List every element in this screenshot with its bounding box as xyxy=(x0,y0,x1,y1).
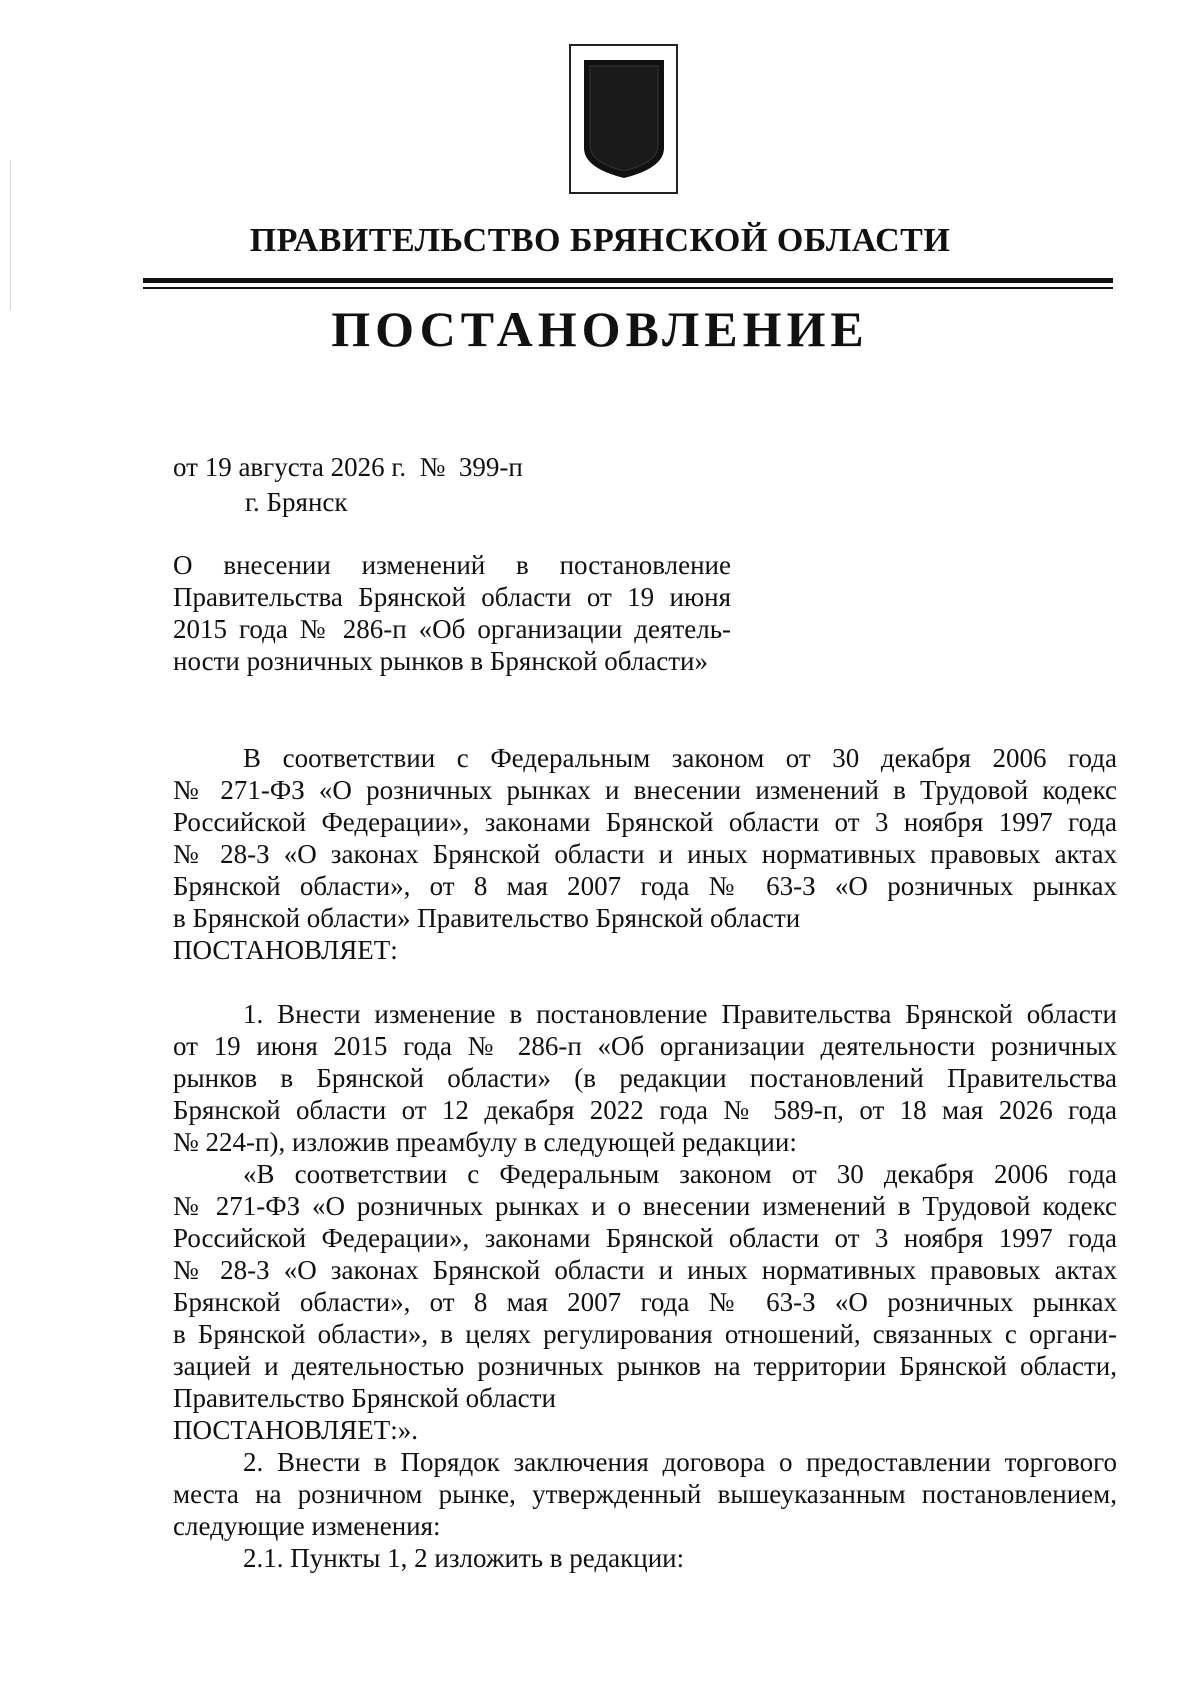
subject-line: 2015 года № 286-п «Об организации деятель- xyxy=(173,614,731,644)
item-1-line: рынков в Брянской области» (в редакции постановлений Правительства xyxy=(173,1063,1117,1093)
header-rule-thin xyxy=(143,287,1113,289)
item-1-line: № 224-п), изложив преамбулу в следующей редакции: xyxy=(173,1127,797,1157)
subject-line: ности розничных рынков в Брянской области» xyxy=(173,646,708,676)
quote-line: зацией и деятельностью розничных рынков на территории Брянской области, xyxy=(173,1351,1117,1381)
quote-line: «В соответствии с Федеральным законом от 30 декабря 2006 года xyxy=(243,1159,1117,1189)
document-type-title: ПОСТАНОВЛЕНИЕ xyxy=(331,301,869,357)
preamble-line: в Брянской области» Правительство Брянской области xyxy=(173,903,801,933)
preamble-resolves: ПОСТАНОВЛЯЕТ: xyxy=(173,935,398,965)
document-subject xyxy=(173,549,731,677)
preamble-line: Брянской области», от 8 мая 2007 года № 63-З «О розничных рынках xyxy=(173,871,1117,901)
preamble-line: № 271-ФЗ «О розничных рынках и внесении изменений в Трудовой кодекс xyxy=(173,775,1117,805)
item-1-line: от 19 июня 2015 года № 286-п «Об организации деятельности розничных xyxy=(173,1031,1117,1061)
quote-line: № 28-З «О законах Брянской области и иных нормативных правовых актах xyxy=(173,1255,1117,1285)
quote-line: ПОСТАНОВЛЯЕТ:». xyxy=(173,1415,419,1445)
item-1-line: 1. Внести изменение в постановление Правительства Брянской области xyxy=(243,999,1117,1029)
document-dateline: от 19 августа 2026 г. № 399-п xyxy=(173,452,523,482)
paragraph-gap xyxy=(173,966,1117,998)
subject-line: О внесении изменений в постановление xyxy=(173,550,731,580)
preamble-line: № 28-З «О законах Брянской области и иных нормативных правовых актах xyxy=(173,839,1117,869)
coat-of-arms-emblem xyxy=(569,44,678,194)
shield-icon xyxy=(580,56,668,182)
preamble-line: Российской Федерации», законами Брянской области от 3 ноября 1997 года xyxy=(173,807,1117,837)
quote-line: в Брянской области», в целях регулирования отношений, связанных с органи- xyxy=(173,1319,1117,1349)
document-city: г. Брянск xyxy=(245,487,348,517)
quote-line: № 271-ФЗ «О розничных рынках и о внесении изменений в Трудовой кодекс xyxy=(173,1191,1117,1221)
preamble-line: В соответствии с Федеральным законом от 30 декабря 2006 года xyxy=(243,743,1117,773)
item-2-line: 2. Внести в Порядок заключения договора о предоставлении торгового xyxy=(243,1447,1117,1477)
subject-line: Правительства Брянской области от 19 июня xyxy=(173,582,731,612)
document-body xyxy=(173,742,1117,1574)
quote-line: Правительство Брянской области xyxy=(173,1383,556,1413)
item-1-line: Брянской области от 12 декабря 2022 года № 589-п, от 18 мая 2026 года xyxy=(173,1095,1117,1125)
header-rule-thick xyxy=(143,278,1113,283)
quote-line: Брянской области», от 8 мая 2007 года № 63-З «О розничных рынках xyxy=(173,1287,1117,1317)
item-2-line: места на розничном рынке, утвержденный вышеуказанным постановлением, xyxy=(173,1479,1117,1509)
quote-line: Российской Федерации», законами Брянской области от 3 ноября 1997 года xyxy=(173,1223,1117,1253)
government-title: ПРАВИТЕЛЬСТВО БРЯНСКОЙ ОБЛАСТИ xyxy=(249,222,951,259)
item-2-1-line: 2.1. Пункты 1, 2 изложить в редакции: xyxy=(243,1543,685,1573)
item-2-line: следующие изменения: xyxy=(173,1511,441,1541)
